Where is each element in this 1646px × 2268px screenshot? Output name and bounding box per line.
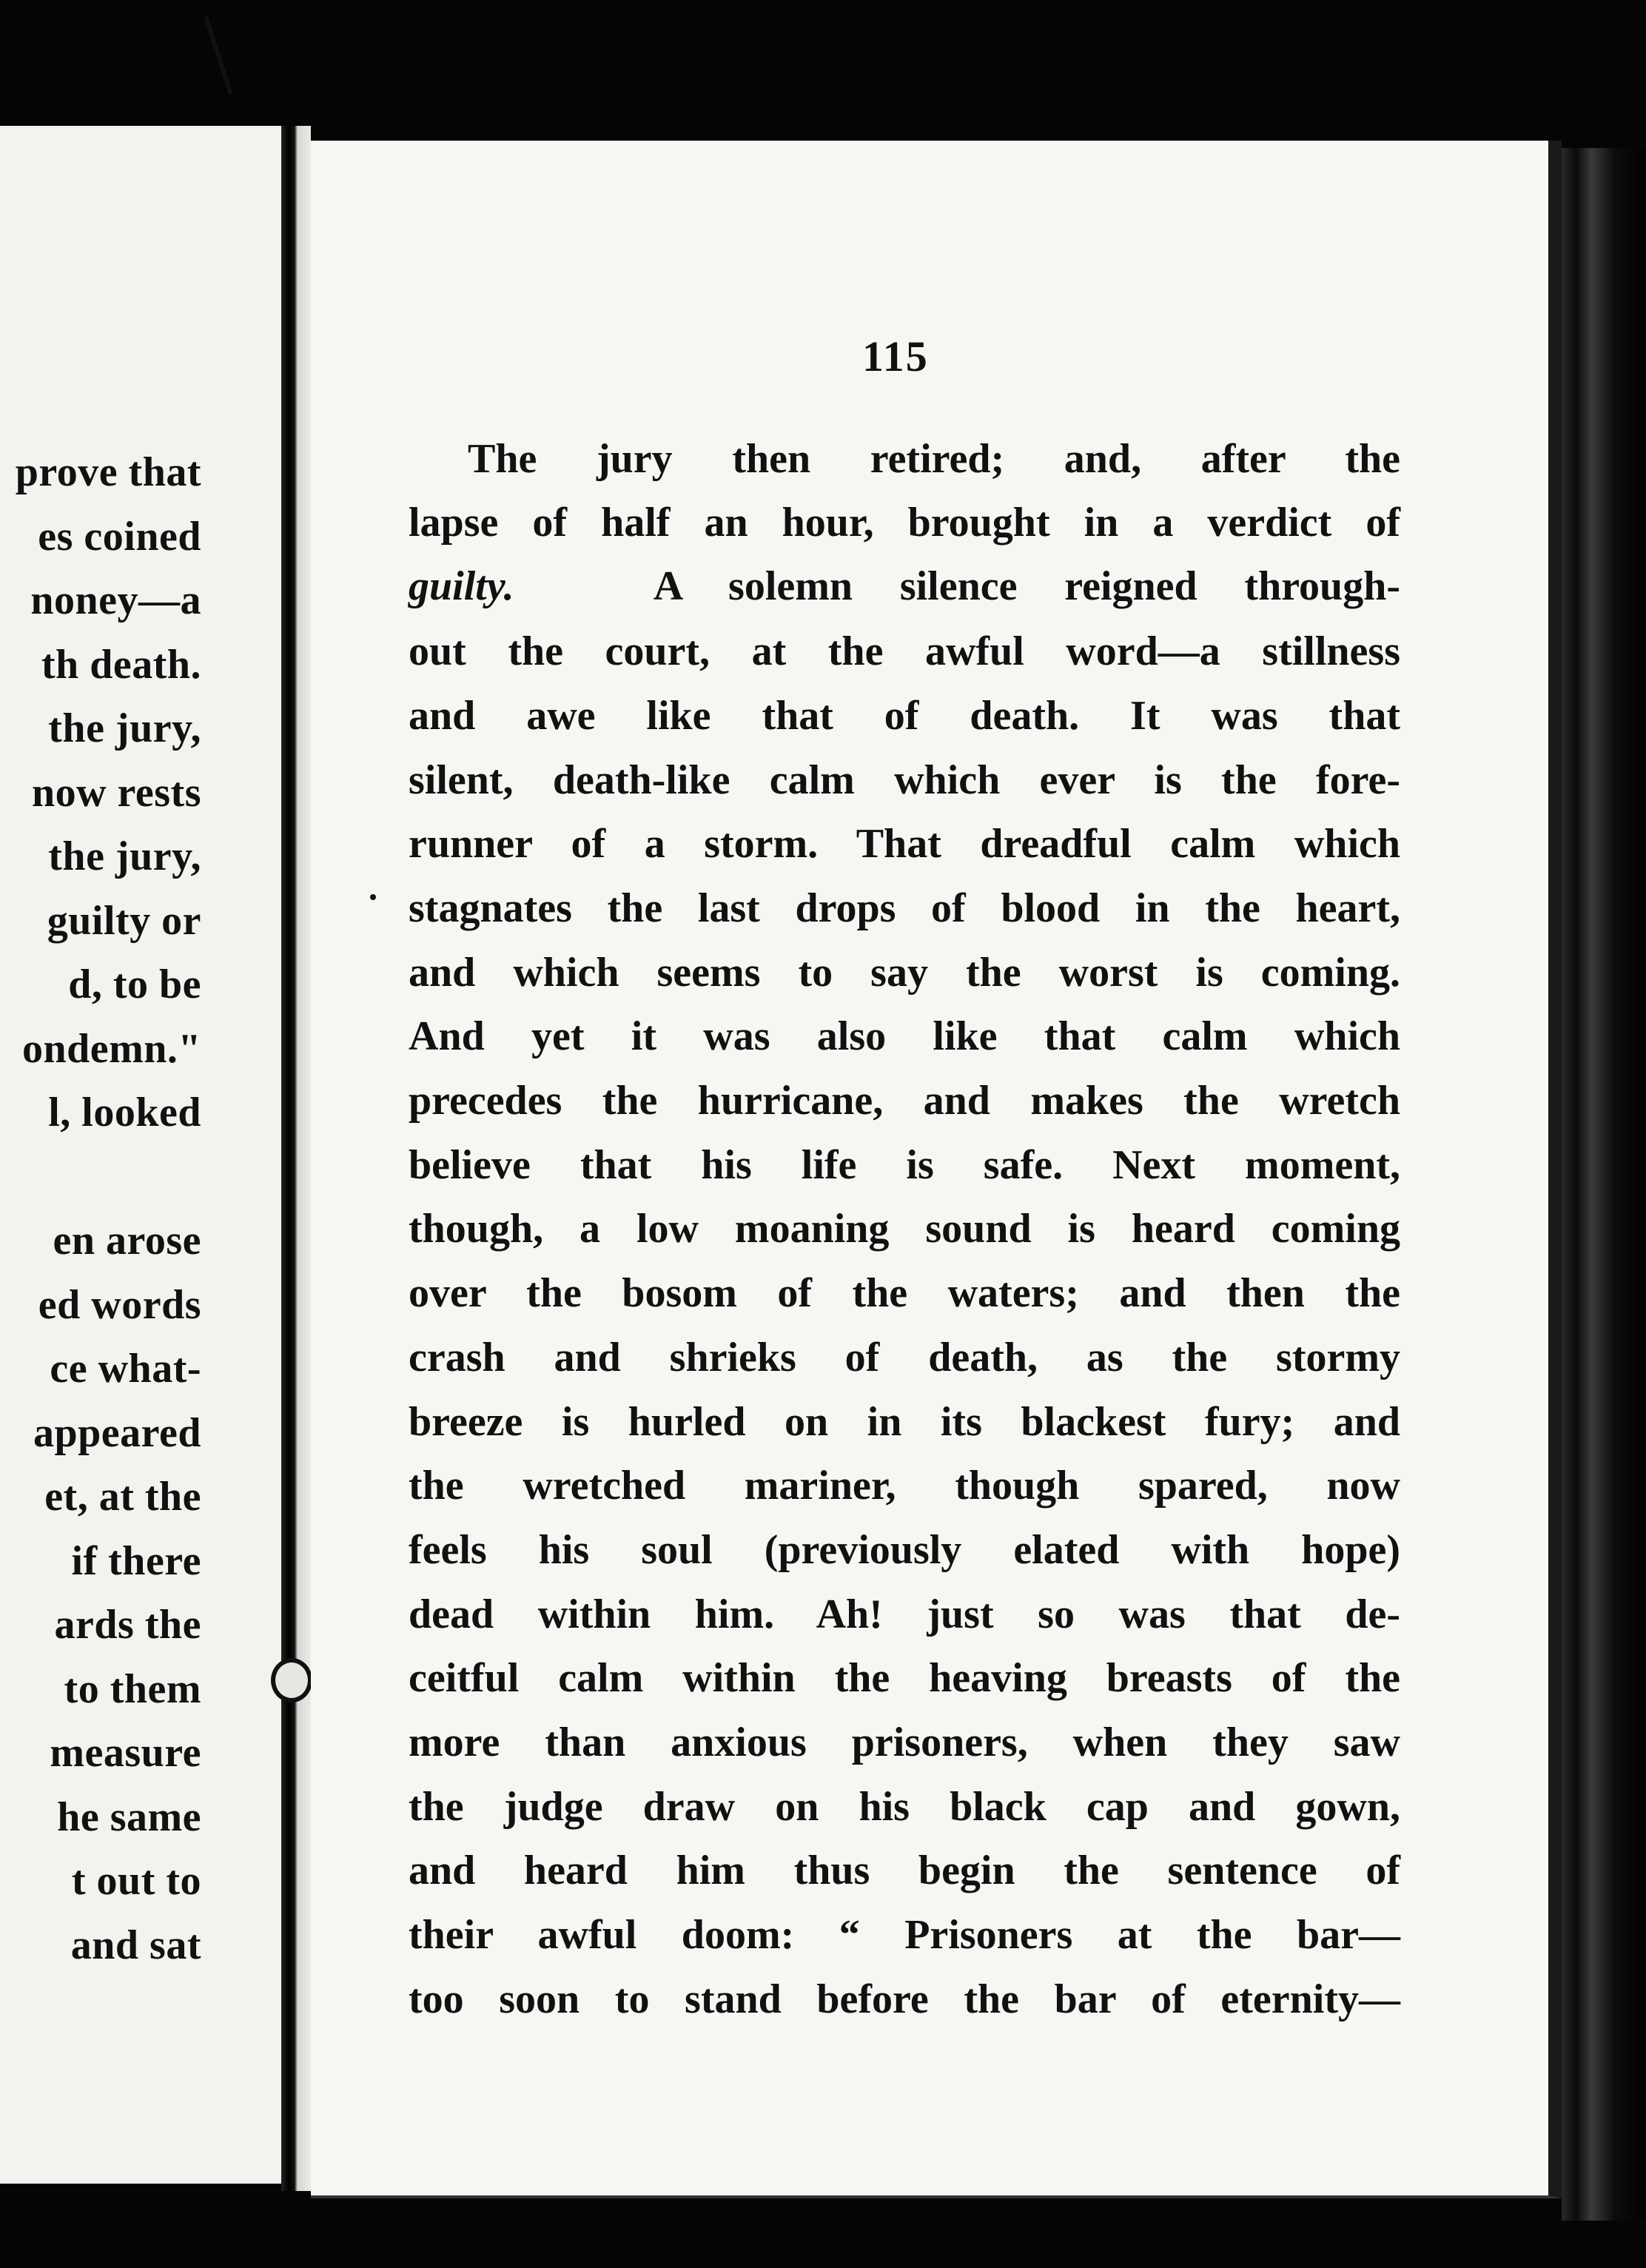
binding-thread [271, 1658, 312, 1702]
left-page-line: ards the [54, 1602, 201, 1648]
page-number: 115 [862, 332, 929, 380]
left-page-line: measure [50, 1730, 201, 1776]
text-line: and heard him thus begin the sentence of [409, 1848, 1400, 1894]
book-gutter [281, 126, 311, 2191]
left-page-line: ce what- [50, 1346, 201, 1392]
text-line: feels his soul (previously elated with hope) [409, 1526, 1400, 1573]
left-page-line: to them [64, 1665, 201, 1712]
text-line: the judge draw on his black cap and gown, [409, 1783, 1400, 1830]
text-line: guilty. A solemn silence reigned through- [409, 563, 1400, 609]
left-page-line: and sat [70, 1922, 201, 1968]
text-line: And yet it was also like that calm which [409, 1013, 1400, 1060]
text-line: too soon to stand before the bar of eternity— [409, 1976, 1400, 2022]
left-page-line: th death. [41, 641, 201, 688]
text-line: lapse of half an hour, brought in a verdict of [409, 500, 1400, 546]
left-page-line: noney—a [30, 577, 201, 623]
left-page-line: es coined [38, 513, 201, 560]
text-line: their awful doom: “ Prisoners at the bar— [409, 1912, 1400, 1959]
text-line: though, a low moaning sound is heard coming [409, 1206, 1400, 1252]
text-line: believe that his life is safe. Next moment, [409, 1141, 1400, 1188]
text-line: The jury then retired; and, after the [468, 436, 1400, 482]
text-line: silent, death-like calm which ever is the fore- [409, 756, 1400, 803]
left-page-line: the jury, [48, 833, 201, 879]
left-page-line: t out to [71, 1858, 201, 1904]
italic-word: guilty. [409, 563, 514, 609]
text-line: and awe like that of death. It was that [409, 692, 1400, 739]
text-line: crash and shrieks of death, as the stormy [409, 1334, 1400, 1380]
left-page-line: prove that [15, 449, 201, 495]
left-page-line: now rests [31, 769, 201, 816]
text-line: dead within him. Ah! just so was that de- [409, 1591, 1400, 1637]
text-line: breeze is hurled on in its blackest fury; and [409, 1398, 1400, 1445]
text-line: out the court, at the awful word—a stillness [409, 628, 1400, 675]
left-page-line: the jury, [48, 705, 201, 751]
left-page-fragment [0, 126, 289, 2184]
left-page-line: ondemn." [21, 1025, 201, 1072]
left-page-line: if there [71, 1537, 201, 1584]
left-page-line: appeared [33, 1409, 201, 1456]
left-page-line: d, to be [68, 962, 201, 1007]
left-page-line: he same [57, 1794, 201, 1840]
left-page-line: guilty or [47, 897, 201, 944]
text-line: the wretched mariner, though spared, now [409, 1463, 1400, 1509]
left-page-line: en arose [53, 1218, 201, 1264]
page-stack-edge [1562, 148, 1646, 2221]
scan-mark [370, 894, 376, 900]
text-line: more than anxious prisoners, when they saw [409, 1720, 1400, 1765]
text-line: and which seems to say the worst is coming. [409, 949, 1400, 996]
text-line: ceitful calm within the heaving breasts of the [409, 1655, 1400, 1702]
text-line: precedes the hurricane, and makes the wretch [409, 1078, 1400, 1124]
text-line: runner of a storm. That dreadful calm which [409, 821, 1400, 868]
left-page-line: ed words [38, 1281, 201, 1328]
text-line: over the bosom of the waters; and then the [409, 1270, 1400, 1317]
left-page-line: et, at the [44, 1474, 201, 1520]
text-line: stagnates the last drops of blood in the heart, [409, 885, 1400, 931]
left-page-line: l, looked [48, 1090, 201, 1135]
